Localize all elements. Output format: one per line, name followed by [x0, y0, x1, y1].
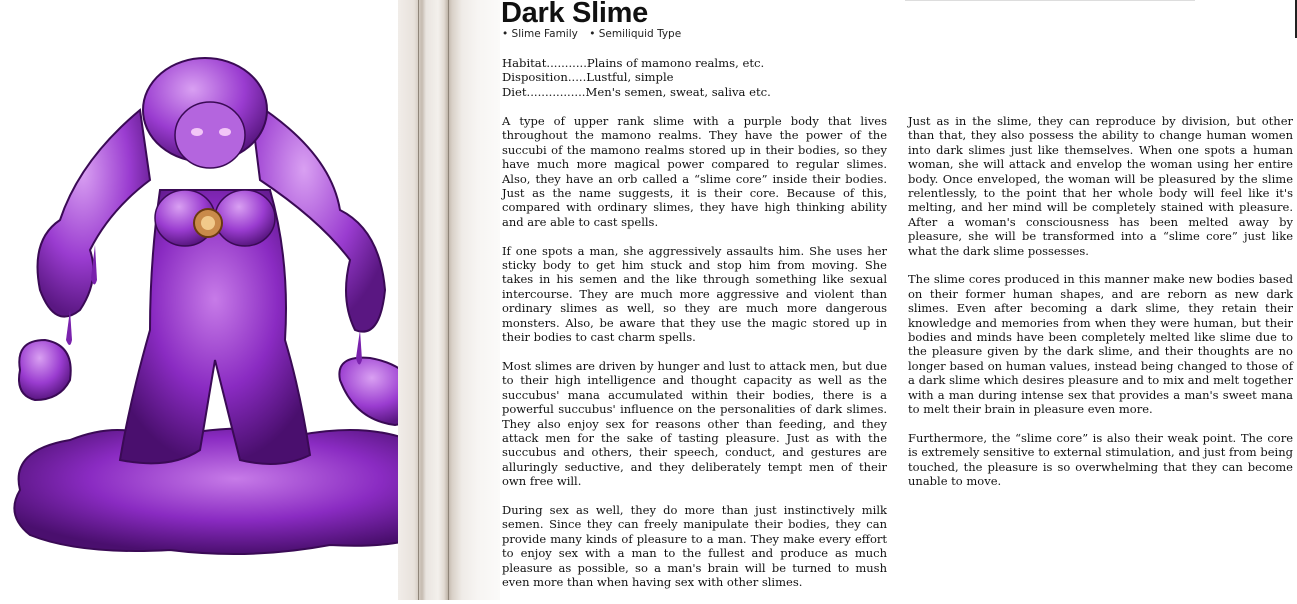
- disposition-label: Disposition.....: [502, 70, 587, 85]
- page-title: Dark Slime: [501, 0, 648, 29]
- paragraph: Just as in the slime, they can reproduce by division, but other than that, they also possess the ability to change human women into dark slimes just like themselves. When one spots a human woman, she will attack and envelop the woman using her entire body. Once enveloped, the woman will be pleasured by the slime relentlessly, to the point that her whole body will feel like it's melting, and her mind will be completely stained with pleasure. After a woman's consciousness has been melted away by pleasure, she will be transformed into a “slime core” just like what the dark slime possesses.: [908, 114, 1293, 258]
- diet-row: [502, 85, 771, 99]
- top-rule: [905, 0, 1195, 1]
- family-tag: • Slime Family: [502, 28, 578, 40]
- disposition-row: [502, 70, 771, 84]
- paragraph: If one spots a man, she aggressively assaults him. She uses her sticky body to get him stuck and stop him from moving. She takes in his semen and the like through something like sexual intercourse. They are much more aggressive and violent than ordinary slimes as well, so they are much more dangerous monsters. Also, be aware that they use the magic stored up in their bodies to cast charm spells.: [502, 243, 887, 345]
- disposition-value: Lustful, simple: [586, 70, 674, 85]
- paragraph: Most slimes are driven by hunger and lust to attack men, but due to their high intelligence and thought capacity as well as the succubus' mana accumulated within their bodies, there is a powerful succubus' influence on the personalities of dark slimes. They also enjoy sex for reasons other than feeding, and they attack men for the sake of tasting pleasure. Just as with the succubus and others, their speech, conduct, and gestures are alluringly seductive, and they deliberately tempt men of their own free will.: [502, 358, 887, 489]
- book-binding: [398, 0, 500, 600]
- type-tags: [502, 28, 689, 40]
- paragraph: Furthermore, the “slime core” is also their weak point. The core is extremely sensitive to external stimulation, and just from being touched, the pleasure is so overwhelming that they can become unable to move.: [908, 430, 1293, 489]
- paragraph: A type of upper rank slime with a purple body that lives throughout the mamono realms. They have the power of the succubi of the mamono realms stored up in their bodies, so they have much more magical power compared to regular slimes. Also, they have an orb called a “slime core” inside their bodies. Just as the name suggests, it is their core. Because of this, compared with ordinary slimes, they have high thinking ability and are able to cast spells.: [502, 114, 887, 229]
- type-tag: • Semiliquid Type: [589, 28, 682, 40]
- right-text-column: [908, 114, 1293, 503]
- diet-label: Diet................: [502, 84, 586, 99]
- habitat-row: [502, 56, 771, 70]
- left-text-column: [502, 114, 887, 604]
- diet-value: Men's semen, sweat, saliva etc.: [585, 84, 771, 99]
- stat-block: [502, 56, 771, 99]
- habitat-value: Plains of mamono realms, etc.: [586, 56, 765, 70]
- paragraph: During sex as well, they do more than just instinctively milk semen. Since they can freely manipulate their bodies, they can provide many kinds of pleasure to a man. They make every effort to enjoy sex with a man to the fullest and produce as much pleasure as possible, so a man's brain will be turned to mush even more than when having sex with other slimes.: [502, 502, 887, 589]
- illustration-page: [0, 0, 400, 600]
- habitat-label: Habitat...........: [502, 56, 587, 70]
- paragraph: The slime cores produced in this manner make new bodies based on their former human shapes, and are reborn as new dark slimes. Even after becoming a dark slime, they retain their knowledge and memories from when they were human, but their bodies and minds have been completely melted like slime due to the pleasure given by the dark slime, and their thoughts are no longer based on human values, instead being changed to those of a dark slime which desires pleasure and to mix and melt together with a man during intense sex that provides a man's sweet mana to melt their brain in pleasure even more.: [908, 272, 1293, 417]
